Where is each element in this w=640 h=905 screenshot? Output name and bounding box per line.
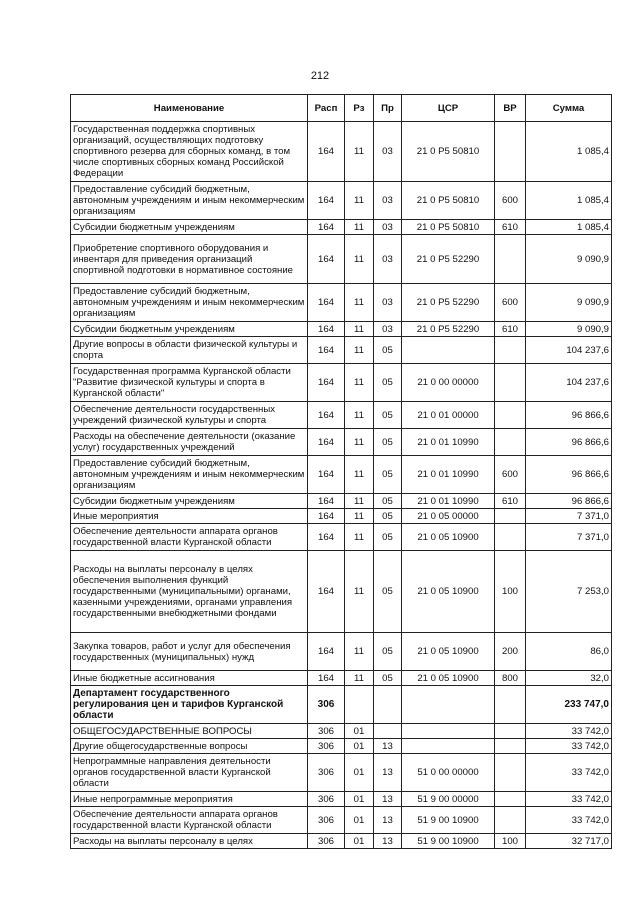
cell-rasp: 306 [308, 807, 345, 834]
cell-rz: 11 [345, 322, 374, 337]
cell-sum: 96 866,6 [526, 402, 612, 429]
cell-rasp: 306 [308, 792, 345, 807]
cell-name: ОБЩЕГОСУДАРСТВЕННЫЕ ВОПРОСЫ [71, 724, 308, 739]
table-row [71, 671, 612, 686]
table-row [71, 494, 612, 509]
cell-pr: 03 [374, 182, 402, 220]
cell-rz [345, 686, 374, 724]
cell-sum: 104 237,6 [526, 364, 612, 402]
cell-rasp: 164 [308, 182, 345, 220]
cell-sum: 96 866,6 [526, 429, 612, 456]
cell-pr [374, 686, 402, 724]
cell-sum: 9 090,9 [526, 284, 612, 322]
cell-rz: 01 [345, 807, 374, 834]
cell-pr: 05 [374, 456, 402, 494]
cell-vr: 610 [495, 494, 526, 509]
cell-pr: 03 [374, 284, 402, 322]
cell-name: Иные бюджетные ассигнования [71, 671, 308, 686]
cell-vr [495, 754, 526, 792]
cell-sum: 32,0 [526, 671, 612, 686]
cell-rasp: 164 [308, 524, 345, 551]
cell-rz: 11 [345, 456, 374, 494]
cell-pr: 05 [374, 337, 402, 364]
cell-csr: 21 0 Р5 52290 [402, 322, 495, 337]
cell-rasp: 164 [308, 402, 345, 429]
cell-rz: 11 [345, 284, 374, 322]
cell-csr: 21 0 01 10990 [402, 494, 495, 509]
cell-csr [402, 686, 495, 724]
cell-rz: 11 [345, 524, 374, 551]
column-header-vr: ВР [495, 95, 526, 122]
cell-sum: 96 866,6 [526, 494, 612, 509]
cell-sum: 33 742,0 [526, 754, 612, 792]
cell-csr: 51 9 00 00000 [402, 792, 495, 807]
cell-vr: 200 [495, 633, 526, 671]
cell-vr [495, 337, 526, 364]
cell-vr: 800 [495, 671, 526, 686]
cell-csr [402, 739, 495, 754]
cell-csr: 21 0 01 10990 [402, 456, 495, 494]
cell-name: Другие вопросы в области физической культуры и спорта [71, 337, 308, 364]
column-header-rz: Рз [345, 95, 374, 122]
budget-table [70, 94, 612, 849]
cell-pr: 05 [374, 364, 402, 402]
cell-sum: 1 085,4 [526, 220, 612, 235]
cell-rz: 11 [345, 337, 374, 364]
table-row [71, 686, 612, 724]
cell-csr: 21 0 05 00000 [402, 509, 495, 524]
cell-rz: 01 [345, 754, 374, 792]
cell-rz: 11 [345, 402, 374, 429]
cell-rasp: 164 [308, 429, 345, 456]
cell-vr [495, 509, 526, 524]
cell-rz: 11 [345, 122, 374, 182]
table-row [71, 402, 612, 429]
cell-pr: 05 [374, 633, 402, 671]
cell-sum: 96 866,6 [526, 456, 612, 494]
table-row [71, 284, 612, 322]
cell-rasp: 164 [308, 551, 345, 633]
cell-rz: 01 [345, 724, 374, 739]
table-row [71, 792, 612, 807]
table-row [71, 724, 612, 739]
cell-vr [495, 724, 526, 739]
cell-name: Другие общегосударственные вопросы [71, 739, 308, 754]
cell-vr [495, 122, 526, 182]
cell-csr: 21 0 05 10900 [402, 633, 495, 671]
cell-rz: 11 [345, 494, 374, 509]
cell-rz: 11 [345, 364, 374, 402]
cell-vr [495, 686, 526, 724]
table-row [71, 322, 612, 337]
cell-csr [402, 337, 495, 364]
table-row [71, 364, 612, 402]
cell-name: Обеспечение деятельности аппарата органов государственной власти Курганской области [71, 807, 308, 834]
cell-csr: 21 0 Р5 52290 [402, 235, 495, 284]
cell-pr: 03 [374, 322, 402, 337]
cell-csr: 51 9 00 10900 [402, 834, 495, 849]
cell-pr: 03 [374, 220, 402, 235]
cell-vr [495, 235, 526, 284]
cell-pr: 13 [374, 792, 402, 807]
cell-rasp: 164 [308, 122, 345, 182]
cell-rz: 11 [345, 633, 374, 671]
cell-vr: 600 [495, 182, 526, 220]
cell-name: Расходы на обеспечение деятельности (оказание услуг) государственных учреждений [71, 429, 308, 456]
cell-sum: 33 742,0 [526, 807, 612, 834]
cell-sum: 9 090,9 [526, 322, 612, 337]
cell-name: Обеспечение деятельности государственных учреждений физической культуры и спорта [71, 402, 308, 429]
table-row [71, 337, 612, 364]
cell-name: Государственная поддержка спортивных организаций, осуществляющих подготовку спортивного резерва для сборных команд, в том числе спортивных сборных команд Российской Федерации [71, 122, 308, 182]
cell-rasp: 164 [308, 322, 345, 337]
cell-csr: 21 0 05 10900 [402, 671, 495, 686]
cell-vr [495, 807, 526, 834]
cell-vr: 610 [495, 220, 526, 235]
cell-vr [495, 739, 526, 754]
cell-name: Расходы на выплаты персоналу в целях [71, 834, 308, 849]
table-row [71, 182, 612, 220]
cell-rz: 11 [345, 220, 374, 235]
cell-vr: 100 [495, 834, 526, 849]
column-header-name: Наименование [71, 95, 308, 122]
cell-pr: 13 [374, 739, 402, 754]
table-row [71, 429, 612, 456]
cell-sum: 1 085,4 [526, 122, 612, 182]
cell-vr: 600 [495, 284, 526, 322]
cell-name: Иные мероприятия [71, 509, 308, 524]
cell-csr: 21 0 05 10900 [402, 551, 495, 633]
cell-rz: 11 [345, 235, 374, 284]
cell-pr: 05 [374, 671, 402, 686]
cell-rasp: 306 [308, 754, 345, 792]
cell-rasp: 164 [308, 671, 345, 686]
column-header-rasp: Расп [308, 95, 345, 122]
cell-rz: 11 [345, 671, 374, 686]
cell-name: Государственная программа Курганской области "Развитие физической культуры и спорта в Курганской области" [71, 364, 308, 402]
cell-csr: 51 9 00 10900 [402, 807, 495, 834]
table-row [71, 220, 612, 235]
cell-sum: 33 742,0 [526, 739, 612, 754]
cell-csr: 21 0 Р5 50810 [402, 182, 495, 220]
cell-rasp: 164 [308, 235, 345, 284]
table-header-row [71, 95, 612, 122]
column-header-pr: Пр [374, 95, 402, 122]
cell-name: Иные непрограммные мероприятия [71, 792, 308, 807]
cell-vr [495, 364, 526, 402]
cell-csr: 21 0 00 00000 [402, 364, 495, 402]
cell-vr: 600 [495, 456, 526, 494]
cell-vr [495, 429, 526, 456]
cell-csr: 21 0 01 10990 [402, 429, 495, 456]
cell-rz: 11 [345, 429, 374, 456]
table-row [71, 551, 612, 633]
cell-csr: 21 0 01 00000 [402, 402, 495, 429]
cell-rasp: 306 [308, 834, 345, 849]
cell-sum: 86,0 [526, 633, 612, 671]
cell-pr: 05 [374, 524, 402, 551]
cell-pr: 05 [374, 509, 402, 524]
cell-rz: 11 [345, 551, 374, 633]
cell-sum: 7 253,0 [526, 551, 612, 633]
cell-name: Субсидии бюджетным учреждениям [71, 220, 308, 235]
cell-pr: 13 [374, 807, 402, 834]
cell-rasp: 164 [308, 633, 345, 671]
cell-pr: 05 [374, 429, 402, 456]
cell-name: Предоставление субсидий бюджетным, автономным учреждениям и иным некоммерческим организациям [71, 284, 308, 322]
table-row [71, 834, 612, 849]
table-row [71, 235, 612, 284]
cell-csr: 21 0 05 10900 [402, 524, 495, 551]
table-row [71, 122, 612, 182]
cell-vr [495, 402, 526, 429]
cell-csr: 21 0 Р5 50810 [402, 220, 495, 235]
cell-vr: 610 [495, 322, 526, 337]
cell-rasp: 164 [308, 494, 345, 509]
table-row [71, 524, 612, 551]
cell-rz: 01 [345, 834, 374, 849]
column-header-sum: Сумма [526, 95, 612, 122]
cell-sum: 7 371,0 [526, 524, 612, 551]
cell-sum: 7 371,0 [526, 509, 612, 524]
cell-vr: 100 [495, 551, 526, 633]
cell-pr: 03 [374, 122, 402, 182]
cell-rz: 11 [345, 182, 374, 220]
cell-rasp: 164 [308, 456, 345, 494]
cell-rasp: 164 [308, 364, 345, 402]
cell-csr [402, 724, 495, 739]
cell-rz: 11 [345, 509, 374, 524]
cell-rasp: 164 [308, 284, 345, 322]
cell-name: Закупка товаров, работ и услуг для обеспечения государственных (муниципальных) нужд [71, 633, 308, 671]
cell-sum: 1 085,4 [526, 182, 612, 220]
cell-pr: 05 [374, 402, 402, 429]
cell-rasp: 306 [308, 686, 345, 724]
cell-sum: 33 742,0 [526, 792, 612, 807]
table-row [71, 509, 612, 524]
cell-rasp: 164 [308, 220, 345, 235]
cell-pr: 03 [374, 235, 402, 284]
cell-sum: 9 090,9 [526, 235, 612, 284]
column-header-csr: ЦСР [402, 95, 495, 122]
cell-name: Расходы на выплаты персоналу в целях обеспечения выполнения функций государственными (муниципальными) органами, казенными учреждениями, органами управления государственными внебюджетными фондами [71, 551, 308, 633]
cell-rz: 01 [345, 739, 374, 754]
cell-name: Департамент государственного регулирования цен и тарифов Курганской области [71, 686, 308, 724]
cell-sum: 32 717,0 [526, 834, 612, 849]
cell-sum: 233 747,0 [526, 686, 612, 724]
cell-sum: 33 742,0 [526, 724, 612, 739]
cell-csr: 21 0 Р5 52290 [402, 284, 495, 322]
cell-rasp: 164 [308, 509, 345, 524]
cell-name: Субсидии бюджетным учреждениям [71, 322, 308, 337]
cell-pr: 13 [374, 834, 402, 849]
cell-name: Обеспечение деятельности аппарата органов государственной власти Курганской области [71, 524, 308, 551]
cell-name: Предоставление субсидий бюджетным, автономным учреждениям и иным некоммерческим организациям [71, 456, 308, 494]
cell-vr [495, 524, 526, 551]
cell-vr [495, 792, 526, 807]
cell-csr: 21 0 Р5 50810 [402, 122, 495, 182]
cell-sum: 104 237,6 [526, 337, 612, 364]
cell-rz: 01 [345, 792, 374, 807]
table-row [71, 456, 612, 494]
cell-name: Субсидии бюджетным учреждениям [71, 494, 308, 509]
cell-csr: 51 0 00 00000 [402, 754, 495, 792]
table-row [71, 633, 612, 671]
table-row [71, 739, 612, 754]
cell-pr: 13 [374, 754, 402, 792]
cell-name: Приобретение спортивного оборудования и инвентаря для приведения организаций спортивной подготовки в нормативное состояние [71, 235, 308, 284]
cell-rasp: 306 [308, 724, 345, 739]
page-number: 212 [310, 70, 330, 82]
cell-name: Непрограммные направления деятельности органов государственной власти Курганской области [71, 754, 308, 792]
cell-pr: 05 [374, 551, 402, 633]
cell-pr [374, 724, 402, 739]
table-row [71, 754, 612, 792]
cell-pr: 05 [374, 494, 402, 509]
cell-rasp: 164 [308, 337, 345, 364]
cell-rasp: 306 [308, 739, 345, 754]
table-row [71, 807, 612, 834]
cell-name: Предоставление субсидий бюджетным, автономным учреждениям и иным некоммерческим организациям [71, 182, 308, 220]
